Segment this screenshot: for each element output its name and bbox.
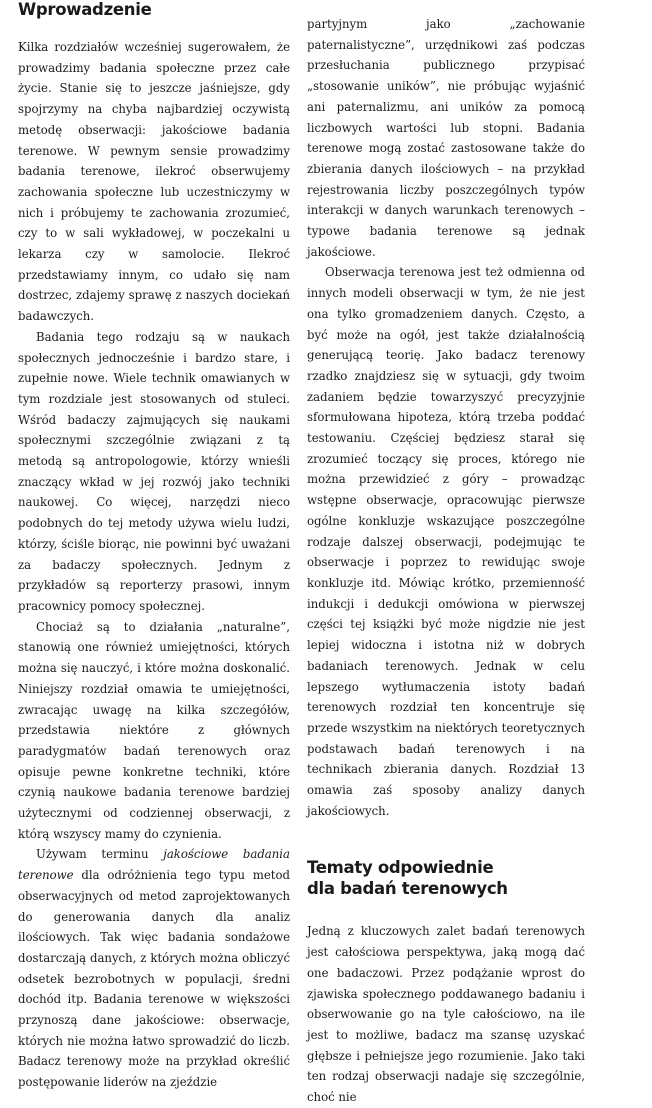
paragraph: Kilka rozdziałów wcześniej sugerowałem, że prowadzimy badania społeczne przez całe życie. Stanie się to jeszcze jaśniejsze, gdy spojrzymy na chyba najbardziej oczywistą metodę obserwacji: jakościowe badania terenowe. W pewnym sensie prowadzimy badania terenowe, ilekroć obserwujemy zachowania społeczne lub uczestniczymy w nich i próbujemy te zachowania zrozumieć, czy to w sali wykładowej, w poczekalni u lekarza czy w samolocie. Ilekroć przedstawiamy innym, co udało się nam dostrzec, zdajemy sprawę z naszych dociekań badawczych. [18,40,290,324]
paragraph [18,844,290,1092]
right-column [307,0,585,1108]
emphasized-term: jakościowe badania terenowe [18,847,291,883]
paragraph: Chociaż są to działania „naturalne”, stanowią one również umiejętności, których można się nauczyć, i które można doskonalić. Niniejszy rozdział omawia te umiejętności, zwracając uwagę na kilka szczegółów, przedstawia niektóre z głównych paradygmatów badań terenowych oraz opisuje pewne konkretne techniki, które czynią naukowe badania terenowe bardziej użytecznymi od codziennej obserwacji, z którą wszyscy mamy do czynienia. [18,619,290,841]
subsection-title [307,857,585,899]
subsection-title-line: dla badań terenowych [307,879,508,899]
paragraph: Jedną z kluczowych zalet badań terenowych jest całościowa perspektywa, jaką mogą dać one badaczowi. Przez podążanie wprost do zjawiska społecznego poddawanego badaniu i obserwowanie go na tyle całościowo, na ile jest to możliwe, badacz ma szansę uzyskać głębsze i pełniejsze jego rozumienie. Jako taki ten rodzaj obserwacji nadaje się szczególnie, choć nie [307,924,585,1105]
section-title: Wprowadzenie [18,0,152,19]
paragraph-text: dla odróżnienia tego typu metod obserwacyjnych od metod zaprojektowanych do generowania danych dla analiz ilościowych. Tak więc badania sondażowe dostarczają danych, z których można obliczyć odsetek bezrobotnych w populacji, średni dochód itp. Badania terenowe w większości przynoszą dane jakościowe: obserwacje, których nie można łatwo sprowadzić do liczb. Badacz terenowy może na przykład określić postępowanie liderów na zjeździe [18,868,290,1090]
paragraph: Obserwacja terenowa jest też odmienna od innych modeli obserwacji w tym, że nie jest ona tylko gromadzeniem danych. Często, a być może na ogół, jest także działalnością generującą teorię. Jako badacz terenowy rzadko znajdziesz się w sytuacji, gdy twoim zadaniem będzie towarzyszyć precyzyjnie sformułowana hipoteza, którą trzeba poddać testowaniu. Częściej będziesz starał się zrozumieć toczący się proces, którego nie można przewidzieć z góry – prowadząc wstępne obserwacje, opracowując pierwsze ogólne konkluzje wskazujące poszczególne rodzaje dalszej obserwacji, podejmując te obserwacje i poprzez to rewidując swoje konkluzje itd. Mówiąc krótko, przemienność indukcji i dedukcji omówiona w pierwszej części tej książki być może nigdzie nie jest lepiej widoczna i istotna niż w dobrych badaniach terenowych. Jednak w celu lepszego wytłumaczenia istoty badań terenowych rozdział ten koncentruje się przede wszystkim na niektórych teoretycznych podstawach badań terenowych i na technikach zbierania danych. Rozdział 13 omawia zaś sposoby analizy danych jakościowych. [307,265,585,818]
paragraph-text: Używam terminu [36,847,164,862]
paragraph: partyjnym jako „zachowanie paternalistyczne”, urzędnikowi zaś podczas przesłuchania publicznego przypisać „stosowanie uników”, nie próbując wyjaśnić ani paternalizmu, ani uników za pomocą liczbowych wartości lub stopni. Badania terenowe mogą zostać zastosowane także do zbierania danych ilościowych – na przykład rejestrowania liczby poszczególnych typów interakcji w danych warunkach terenowych – typowe badania terenowe są jednak jakościowe. [307,17,585,259]
paragraph: Badania tego rodzaju są w naukach społecznych jednocześnie i bardzo stare, i zupełnie nowe. Wiele technik omawianych w tym rozdziale jest stosowanych od stuleci. Wśród badaczy zajmujących się naukami społecznymi szczególnie związani z tą metodą są antropologowie, którzy wnieśli znaczący wkład w jej rozwój jako techniki naukowej. Co więcej, narzędzi nieco podobnych do tej metody używa wielu ludzi, którzy, ściśle biorąc, nie powinni być uważani za badaczy społecznych. Jednym z przykładów są reporterzy prasowi, innym pracownicy pomocy społecznej. [18,329,290,613]
left-column [18,0,290,1093]
subsection-title-line: Tematy odpowiednie [307,858,494,878]
